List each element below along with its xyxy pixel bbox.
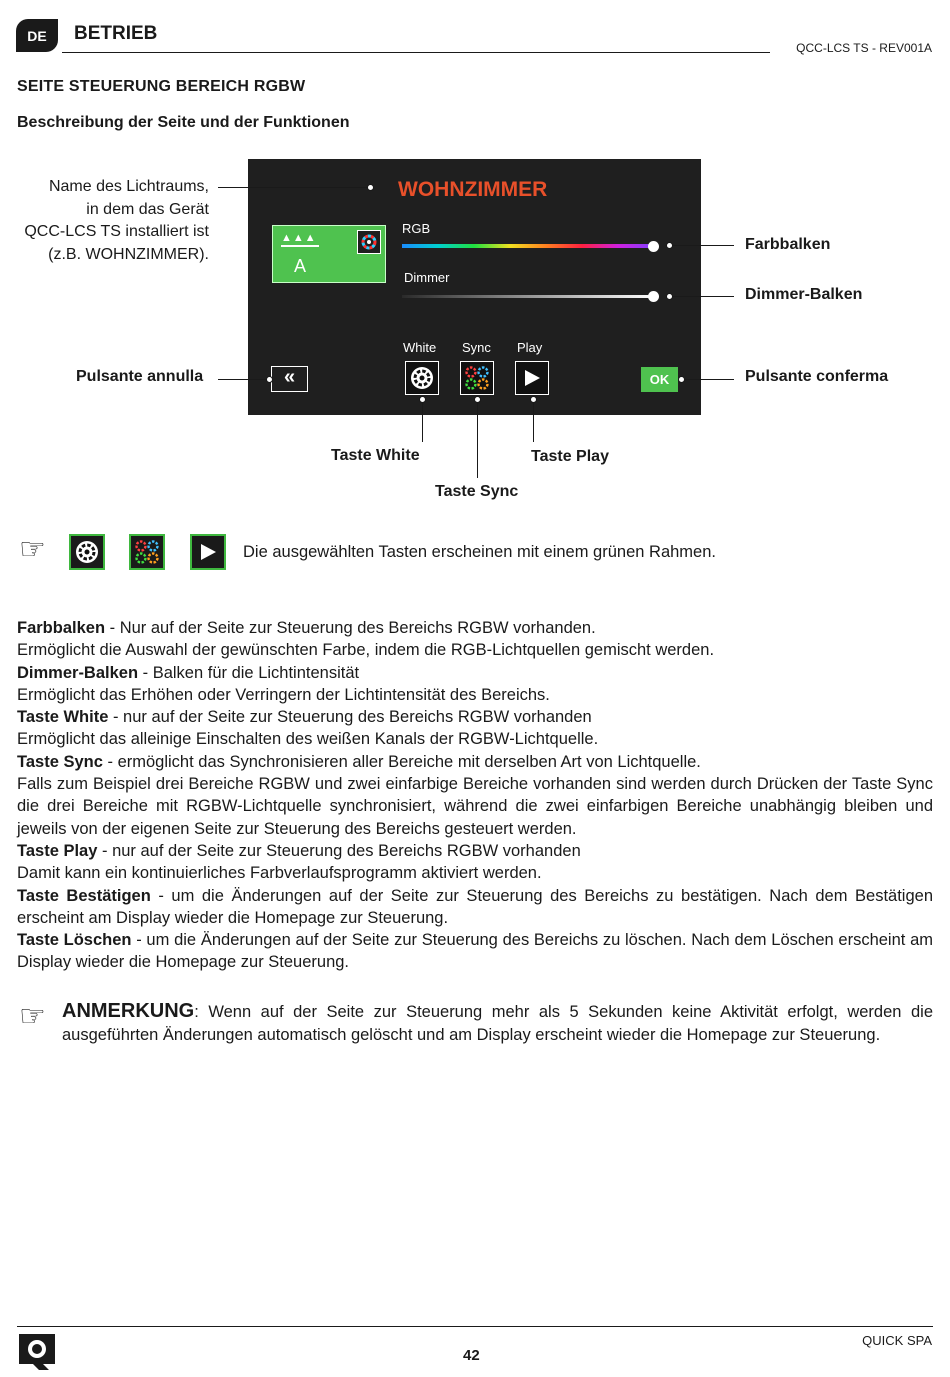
cancel-leader bbox=[218, 379, 268, 380]
sync-button[interactable] bbox=[460, 361, 494, 395]
body-text: - nur auf der Seite zur Steuerung des Bereichs RGBW vorhanden bbox=[97, 841, 581, 860]
confirm-button[interactable]: OK bbox=[641, 367, 678, 392]
body-term: Taste Play bbox=[17, 841, 98, 860]
room-name: WOHNZIMMER bbox=[398, 178, 548, 201]
header-divider bbox=[62, 52, 770, 53]
footer-divider bbox=[17, 1326, 933, 1327]
white-leader bbox=[422, 402, 423, 442]
page-title: SEITE STEUERUNG BEREICH RGBW bbox=[17, 78, 306, 95]
body-text: Falls zum Beispiel drei Bereiche RGBW und zwei einfarbige Bereiche vorhanden sind werden durch Drücken der Taste Sync die drei Bereiche mit RGBW-Lichtquelle synchronisiert, während die zwei einfarbigen Bereiche unabhängig bleiben und jeweils von der eigenen Seite zur Steuerung des Bereichs gesteuert werden. bbox=[17, 775, 933, 838]
body-paragraph bbox=[17, 840, 933, 862]
note-text: : Wenn auf der Seite zur Steuerung mehr als 5 Sekunden keine Aktivität erfolgt, werden die ausgeführten Änderungen automatisch gelöscht und am Display erscheint wieder die Homepage zur Steuerung. bbox=[62, 1003, 933, 1044]
zone-rgb-icon bbox=[357, 230, 381, 254]
dimmer-bar[interactable] bbox=[402, 295, 654, 298]
dimmer-label: Dimmer bbox=[404, 270, 450, 285]
white-label: White bbox=[403, 340, 437, 355]
body-paragraph bbox=[17, 773, 933, 840]
play-leader bbox=[533, 402, 534, 442]
confirm-callout: Pulsante conferma bbox=[745, 368, 889, 385]
page-subtitle: Beschreibung der Seite und der Funktionen bbox=[17, 114, 350, 131]
white-callout: Taste White bbox=[331, 447, 420, 464]
body-paragraph bbox=[17, 684, 933, 706]
body-text: - Nur auf der Seite zur Steuerung des Bereichs RGBW vorhanden. bbox=[105, 619, 596, 637]
description-body bbox=[17, 617, 933, 974]
dimmer-bar-knob[interactable] bbox=[648, 291, 659, 302]
body-text: - ermöglicht das Synchronisieren aller Bereiche mit derselben Art von Lichtquelle. bbox=[102, 752, 701, 771]
body-paragraph bbox=[17, 639, 933, 661]
note-block bbox=[62, 1000, 933, 1046]
body-text: Ermöglicht das alleinige Einschalten des weißen Kanals der RGBW-Lichtquelle. bbox=[17, 730, 599, 749]
room-callout-line-1: Name des Lichtraums, bbox=[48, 178, 209, 195]
rgb-label: RGB bbox=[402, 221, 431, 236]
color-bar-leader bbox=[670, 245, 734, 246]
zone-lamp-icon: ▲▲▲ bbox=[281, 232, 317, 244]
sync-label: Sync bbox=[462, 340, 491, 355]
confirm-dot bbox=[678, 376, 685, 383]
body-paragraph bbox=[17, 862, 933, 884]
color-bar-callout: Farbbalken bbox=[745, 236, 831, 253]
color-bar[interactable] bbox=[402, 244, 654, 248]
legend-text: Die ausgewählten Tasten erscheinen mit einem grünen Rahmen. bbox=[243, 543, 716, 561]
dimmer-bar-dot bbox=[666, 293, 673, 300]
body-paragraph bbox=[17, 885, 933, 930]
room-callout-line-3: QCC-LCS TS installiert ist bbox=[24, 223, 209, 240]
play-icon bbox=[521, 367, 543, 389]
body-text: - um die Änderungen auf der Seite zur Steuerung des Bereichs zu bestätigen. Nach dem Bestätigen erscheint am Display wieder die Homepage zur Steuerung. bbox=[17, 886, 933, 927]
body-text: - nur auf der Seite zur Steuerung des Bereichs RGBW vorhanden bbox=[108, 708, 592, 727]
language-badge: DE bbox=[16, 19, 58, 52]
body-term: Taste Sync bbox=[17, 752, 103, 771]
room-callout-line-4: (z.B. WOHNZIMMER). bbox=[48, 245, 209, 263]
color-bar-knob[interactable] bbox=[648, 241, 659, 252]
zone-letter: A bbox=[294, 256, 307, 276]
hand-pointer-icon: ☞ bbox=[19, 533, 46, 566]
body-paragraph bbox=[17, 929, 933, 974]
body-paragraph bbox=[17, 617, 933, 639]
document-code: QCC-LCS TS - REV001A bbox=[796, 41, 932, 55]
play-callout: Taste Play bbox=[531, 448, 609, 465]
white-light-icon bbox=[409, 365, 435, 391]
zone-lamp-underline bbox=[281, 245, 319, 247]
body-paragraph bbox=[17, 728, 933, 750]
white-button[interactable] bbox=[405, 361, 439, 395]
cancel-callout: Pulsante annulla bbox=[76, 368, 204, 385]
room-callout-line-2: in dem das Gerät bbox=[86, 200, 209, 218]
dimmer-bar-leader bbox=[670, 296, 734, 297]
body-paragraph bbox=[17, 751, 933, 773]
sync-button-icon bbox=[129, 534, 165, 570]
play-button[interactable] bbox=[515, 361, 549, 395]
body-term: Farbbalken bbox=[17, 619, 106, 637]
body-text: - Balken für die Lichtintensität bbox=[138, 663, 360, 682]
body-term: Taste Löschen bbox=[17, 931, 132, 950]
cancel-dot bbox=[266, 376, 273, 383]
body-term: Dimmer-Balken bbox=[17, 663, 139, 682]
room-name-callout bbox=[0, 176, 209, 266]
section-title: BETRIEB bbox=[74, 23, 158, 44]
body-term: Taste Bestätigen bbox=[17, 886, 151, 905]
body-paragraph bbox=[17, 662, 933, 684]
company-name: QUICK SPA bbox=[862, 1333, 932, 1348]
body-text: - um die Änderungen auf der Seite zur Steuerung des Bereichs zu löschen. Nach dem Löschen erscheint am Display wieder die Homepage zur Steuerung. bbox=[17, 931, 934, 972]
color-bar-dot bbox=[666, 242, 673, 249]
play-button-icon bbox=[190, 534, 226, 570]
body-paragraph bbox=[17, 706, 933, 728]
sync-callout: Taste Sync bbox=[435, 483, 519, 500]
hand-pointer-note-icon: ☞ bbox=[19, 1000, 46, 1033]
dimmer-bar-callout: Dimmer-Balken bbox=[745, 286, 863, 303]
cancel-button[interactable]: « bbox=[271, 366, 308, 392]
sync-leader bbox=[477, 402, 478, 478]
room-callout-leader bbox=[218, 187, 370, 188]
play-label: Play bbox=[517, 340, 543, 355]
white-button-icon bbox=[69, 534, 105, 570]
body-text: Ermöglicht das Erhöhen oder Verringern der Lichtintensität des Bereichs. bbox=[17, 685, 550, 704]
page-number: 42 bbox=[463, 1347, 480, 1364]
body-text: Damit kann ein kontinuierliches Farbverlaufsprogramm aktiviert werden. bbox=[17, 864, 542, 883]
room-callout-dot bbox=[367, 184, 374, 191]
body-term: Taste White bbox=[17, 708, 109, 727]
note-heading: ANMERKUNG bbox=[62, 1000, 195, 1022]
company-logo bbox=[17, 1332, 57, 1372]
confirm-leader bbox=[683, 379, 734, 380]
sync-rgb-icon bbox=[463, 364, 491, 392]
body-text: Ermöglicht die Auswahl der gewünschten Farbe, indem die RGB-Lichtquellen gemischt werden. bbox=[17, 641, 715, 660]
